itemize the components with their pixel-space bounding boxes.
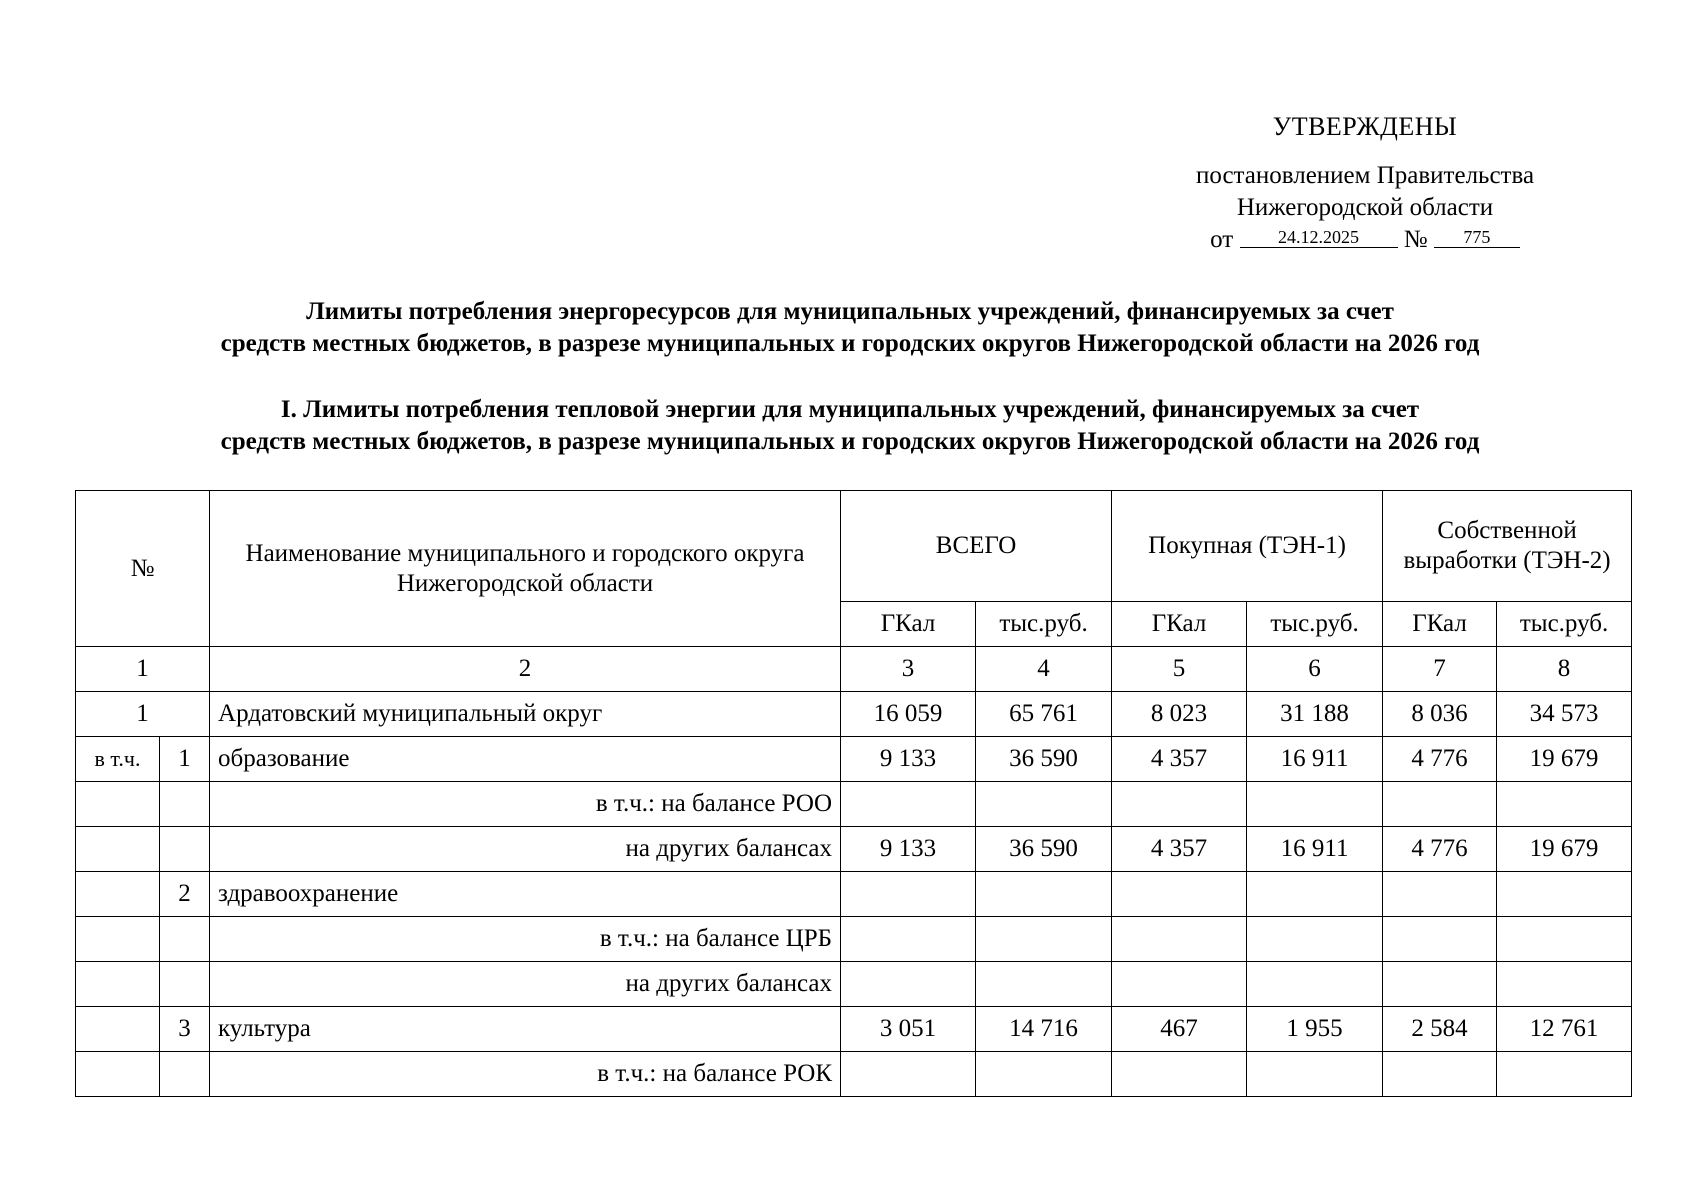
total-gcal xyxy=(841,1052,976,1097)
header-own-rub: тыс.руб. xyxy=(1497,602,1632,647)
row-name: Ардатовский муниципальный округ xyxy=(210,692,841,737)
own-rub xyxy=(1497,1052,1632,1097)
header-own: Собственной выработки (ТЭН-2) xyxy=(1383,491,1632,602)
row-subindex xyxy=(160,782,210,827)
total-gcal: 16 059 xyxy=(841,692,976,737)
own-gcal xyxy=(1383,962,1497,1007)
own-gcal xyxy=(1383,782,1497,827)
col-number: 1 xyxy=(76,647,210,692)
own-gcal: 4 776 xyxy=(1383,827,1497,872)
own-rub xyxy=(1497,917,1632,962)
row-subindex: 3 xyxy=(160,1007,210,1052)
total-gcal xyxy=(841,962,976,1007)
purchased-gcal: 4 357 xyxy=(1112,827,1247,872)
header-total-gcal: ГКал xyxy=(841,602,976,647)
purchased-gcal: 4 357 xyxy=(1112,737,1247,782)
total-gcal xyxy=(841,782,976,827)
header-row xyxy=(76,491,1632,602)
row-group-label xyxy=(76,872,160,917)
row-name: здравоохранение xyxy=(210,872,841,917)
own-gcal xyxy=(1383,1052,1497,1097)
purchased-gcal xyxy=(1112,782,1247,827)
header-name: Наименование муниципального и городского округа Нижегородской области xyxy=(210,491,841,647)
own-rub: 19 679 xyxy=(1497,827,1632,872)
total-rub: 65 761 xyxy=(976,692,1112,737)
total-rub xyxy=(976,872,1112,917)
own-rub: 19 679 xyxy=(1497,737,1632,782)
row-group-label xyxy=(76,1052,160,1097)
own-gcal xyxy=(1383,872,1497,917)
total-rub: 36 590 xyxy=(976,737,1112,782)
row-subindex xyxy=(160,827,210,872)
own-rub: 12 761 xyxy=(1497,1007,1632,1052)
col-number: 7 xyxy=(1383,647,1497,692)
purchased-rub xyxy=(1247,872,1383,917)
row-group-label xyxy=(76,827,160,872)
date-prefix: от xyxy=(1210,226,1234,253)
row-subindex: 1 xyxy=(160,737,210,782)
own-rub: 34 573 xyxy=(1497,692,1632,737)
column-number-row xyxy=(76,647,1632,692)
heat-limits-table xyxy=(75,490,1632,1097)
own-rub xyxy=(1497,872,1632,917)
row-name: в т.ч.: на балансе РОО xyxy=(210,782,841,827)
col-number: 4 xyxy=(976,647,1112,692)
total-rub xyxy=(976,917,1112,962)
section-title xyxy=(60,394,1640,458)
row-index: 1 xyxy=(76,692,210,737)
total-rub xyxy=(976,962,1112,1007)
table-row xyxy=(76,692,1632,737)
number-sign: № xyxy=(1403,226,1428,253)
own-gcal xyxy=(1383,917,1497,962)
table-row xyxy=(76,737,1632,782)
header-total: ВСЕГО xyxy=(841,491,1112,602)
decree-date: 24.12.2025 xyxy=(1240,227,1398,248)
total-rub: 36 590 xyxy=(976,827,1112,872)
own-rub xyxy=(1497,962,1632,1007)
document-title xyxy=(60,296,1640,360)
row-name: на других балансах xyxy=(210,962,841,1007)
row-name: в т.ч.: на балансе РОК xyxy=(210,1052,841,1097)
decree-line-2: Нижегородской области xyxy=(1236,194,1494,221)
row-group-label xyxy=(76,962,160,1007)
header-purchased-gcal: ГКал xyxy=(1112,602,1247,647)
col-number: 6 xyxy=(1247,647,1383,692)
total-gcal: 9 133 xyxy=(841,827,976,872)
row-subindex xyxy=(160,962,210,1007)
row-subindex xyxy=(160,917,210,962)
col-number: 3 xyxy=(841,647,976,692)
total-rub xyxy=(976,782,1112,827)
table-row xyxy=(76,827,1632,872)
purchased-rub xyxy=(1247,782,1383,827)
col-number: 2 xyxy=(210,647,841,692)
purchased-gcal xyxy=(1112,872,1247,917)
own-gcal: 2 584 xyxy=(1383,1007,1497,1052)
table-row xyxy=(76,782,1632,827)
col-number: 8 xyxy=(1497,647,1632,692)
approved-stamp: УТВЕРЖДЕНЫ xyxy=(1272,112,1458,141)
purchased-gcal xyxy=(1112,917,1247,962)
total-rub xyxy=(976,1052,1112,1097)
own-gcal: 4 776 xyxy=(1383,737,1497,782)
row-name: в т.ч.: на балансе ЦРБ xyxy=(210,917,841,962)
table-row xyxy=(76,1052,1632,1097)
section-title-line-2: средств местных бюджетов, в разрезе муниципальных и городских округов Нижегородской области на 2026 год xyxy=(220,428,1480,455)
purchased-gcal: 8 023 xyxy=(1112,692,1247,737)
purchased-rub: 16 911 xyxy=(1247,827,1383,872)
header-purchased-rub: тыс.руб. xyxy=(1247,602,1383,647)
header-total-rub: тыс.руб. xyxy=(976,602,1112,647)
purchased-rub: 1 955 xyxy=(1247,1007,1383,1052)
purchased-rub xyxy=(1247,962,1383,1007)
own-rub xyxy=(1497,782,1632,827)
total-gcal: 9 133 xyxy=(841,737,976,782)
total-gcal: 3 051 xyxy=(841,1007,976,1052)
row-group-label xyxy=(76,782,160,827)
table-row xyxy=(76,1007,1632,1052)
purchased-rub: 16 911 xyxy=(1247,737,1383,782)
section-title-line-1: I. Лимиты потребления тепловой энергии для муниципальных учреждений, финансируемых за счет xyxy=(280,396,1420,423)
purchased-rub xyxy=(1247,1052,1383,1097)
row-name: образование xyxy=(210,737,841,782)
col-number: 5 xyxy=(1112,647,1247,692)
header-own-gcal: ГКал xyxy=(1383,602,1497,647)
purchased-rub: 31 188 xyxy=(1247,692,1383,737)
decree-number: 775 xyxy=(1434,227,1520,248)
table-row xyxy=(76,917,1632,962)
purchased-rub xyxy=(1247,917,1383,962)
own-gcal: 8 036 xyxy=(1383,692,1497,737)
row-group-label xyxy=(76,1007,160,1052)
row-subindex xyxy=(160,1052,210,1097)
approval-block xyxy=(1150,112,1580,256)
total-gcal xyxy=(841,872,976,917)
document-title-line-2: средств местных бюджетов, в разрезе муниципальных и городских округов Нижегородской области на 2026 год xyxy=(220,330,1480,357)
row-name: на других балансах xyxy=(210,827,841,872)
header-purchased: Покупная (ТЭН-1) xyxy=(1112,491,1383,602)
total-gcal xyxy=(841,917,976,962)
header-num: № xyxy=(76,491,210,647)
purchased-gcal xyxy=(1112,962,1247,1007)
purchased-gcal xyxy=(1112,1052,1247,1097)
decree-date-row xyxy=(1150,224,1580,256)
row-name: культура xyxy=(210,1007,841,1052)
decree-line-1: постановлением Правительства xyxy=(1195,162,1535,189)
document-title-line-1: Лимиты потребления энергоресурсов для муниципальных учреждений, финансируемых за счет xyxy=(306,298,1394,325)
total-rub: 14 716 xyxy=(976,1007,1112,1052)
purchased-gcal: 467 xyxy=(1112,1007,1247,1052)
table-row xyxy=(76,872,1632,917)
row-subindex: 2 xyxy=(160,872,210,917)
table-row xyxy=(76,962,1632,1007)
row-group-label: в т.ч. xyxy=(76,737,160,782)
row-group-label xyxy=(76,917,160,962)
